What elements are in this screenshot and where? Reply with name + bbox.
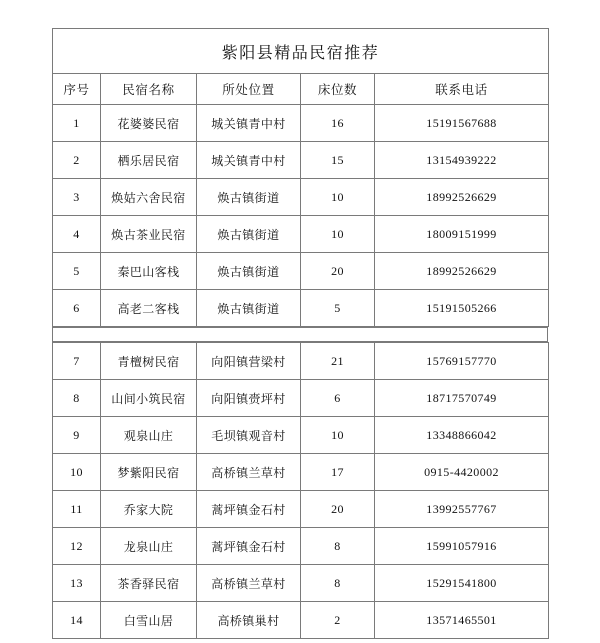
cell-location: 蒿坪镇金石村 [197, 491, 301, 528]
cell-name: 观泉山庄 [101, 417, 197, 454]
gap-row [53, 328, 548, 342]
cell-phone: 18992526629 [375, 253, 549, 290]
cell-index: 11 [53, 491, 101, 528]
cell-index: 5 [53, 253, 101, 290]
column-header-index: 序号 [53, 74, 101, 105]
cell-name: 龙泉山庄 [101, 528, 197, 565]
table-title-row [53, 29, 549, 74]
table-row [53, 179, 549, 216]
cell-beds: 15 [301, 142, 375, 179]
column-header-location: 所处位置 [197, 74, 301, 105]
table-row [53, 343, 549, 380]
table-row [53, 290, 549, 327]
column-header-beds: 床位数 [301, 74, 375, 105]
homestay-recommendation-table-continued [52, 342, 549, 639]
cell-location: 高桥镇巢村 [197, 602, 301, 639]
cell-phone: 13348866042 [375, 417, 549, 454]
table-row [53, 380, 549, 417]
cell-beds: 16 [301, 105, 375, 142]
cell-name: 高老二客栈 [101, 290, 197, 327]
table-row [53, 491, 549, 528]
cell-location: 蒿坪镇金石村 [197, 528, 301, 565]
cell-phone: 18717570749 [375, 380, 549, 417]
cell-index: 10 [53, 454, 101, 491]
table-row [53, 602, 549, 639]
cell-location: 向阳镇赍坪村 [197, 380, 301, 417]
cell-index: 6 [53, 290, 101, 327]
cell-beds: 17 [301, 454, 375, 491]
cell-beds: 6 [301, 380, 375, 417]
table-row [53, 216, 549, 253]
cell-name: 栖乐居民宿 [101, 142, 197, 179]
cell-beds: 10 [301, 417, 375, 454]
page-title: 紫阳县精品民宿推荐 [53, 29, 549, 74]
cell-beds: 10 [301, 179, 375, 216]
cell-location: 焕古镇街道 [197, 253, 301, 290]
cell-beds: 21 [301, 343, 375, 380]
cell-location: 毛坝镇观音村 [197, 417, 301, 454]
cell-name: 梦紫阳民宿 [101, 454, 197, 491]
cell-name: 山间小筑民宿 [101, 380, 197, 417]
cell-location: 高桥镇兰草村 [197, 565, 301, 602]
cell-name: 焕古茶业民宿 [101, 216, 197, 253]
cell-phone: 15291541800 [375, 565, 549, 602]
cell-phone: 13571465501 [375, 602, 549, 639]
cell-phone: 13154939222 [375, 142, 549, 179]
cell-index: 9 [53, 417, 101, 454]
table-row [53, 142, 549, 179]
cell-index: 13 [53, 565, 101, 602]
column-header-phone: 联系电话 [375, 74, 549, 105]
cell-location: 向阳镇营梁村 [197, 343, 301, 380]
cell-location: 焕古镇街道 [197, 290, 301, 327]
cell-phone: 15769157770 [375, 343, 549, 380]
column-header-name: 民宿名称 [101, 74, 197, 105]
cell-beds: 20 [301, 253, 375, 290]
cell-index: 3 [53, 179, 101, 216]
cell-location: 焕古镇街道 [197, 216, 301, 253]
cell-phone: 18992526629 [375, 179, 549, 216]
cell-location: 高桥镇兰草村 [197, 454, 301, 491]
cell-beds: 8 [301, 528, 375, 565]
homestay-recommendation-table [52, 28, 549, 327]
cell-index: 2 [53, 142, 101, 179]
cell-name: 白雪山居 [101, 602, 197, 639]
cell-name: 茶香驿民宿 [101, 565, 197, 602]
cell-index: 7 [53, 343, 101, 380]
table-row [53, 105, 549, 142]
cell-name: 秦巴山客栈 [101, 253, 197, 290]
cell-phone: 18009151999 [375, 216, 549, 253]
table-row [53, 528, 549, 565]
cell-phone: 13992557767 [375, 491, 549, 528]
cell-location: 城关镇青中村 [197, 142, 301, 179]
cell-phone: 0915-4420002 [375, 454, 549, 491]
table-row [53, 565, 549, 602]
cell-name: 青檀树民宿 [101, 343, 197, 380]
cell-beds: 20 [301, 491, 375, 528]
cell-name: 焕姑六舍民宿 [101, 179, 197, 216]
table-row [53, 417, 549, 454]
cell-beds: 2 [301, 602, 375, 639]
cell-index: 14 [53, 602, 101, 639]
gap-cell [53, 328, 548, 342]
cell-phone: 15191505266 [375, 290, 549, 327]
cell-location: 焕古镇街道 [197, 179, 301, 216]
table-section-gap [52, 327, 548, 342]
cell-index: 4 [53, 216, 101, 253]
table-header-row [53, 74, 549, 105]
cell-beds: 10 [301, 216, 375, 253]
cell-index: 8 [53, 380, 101, 417]
cell-beds: 5 [301, 290, 375, 327]
cell-phone: 15991057916 [375, 528, 549, 565]
cell-index: 1 [53, 105, 101, 142]
cell-name: 乔家大院 [101, 491, 197, 528]
table-row [53, 253, 549, 290]
cell-location: 城关镇青中村 [197, 105, 301, 142]
cell-beds: 8 [301, 565, 375, 602]
cell-index: 12 [53, 528, 101, 565]
cell-phone: 15191567688 [375, 105, 549, 142]
cell-name: 花婆婆民宿 [101, 105, 197, 142]
table-row [53, 454, 549, 491]
